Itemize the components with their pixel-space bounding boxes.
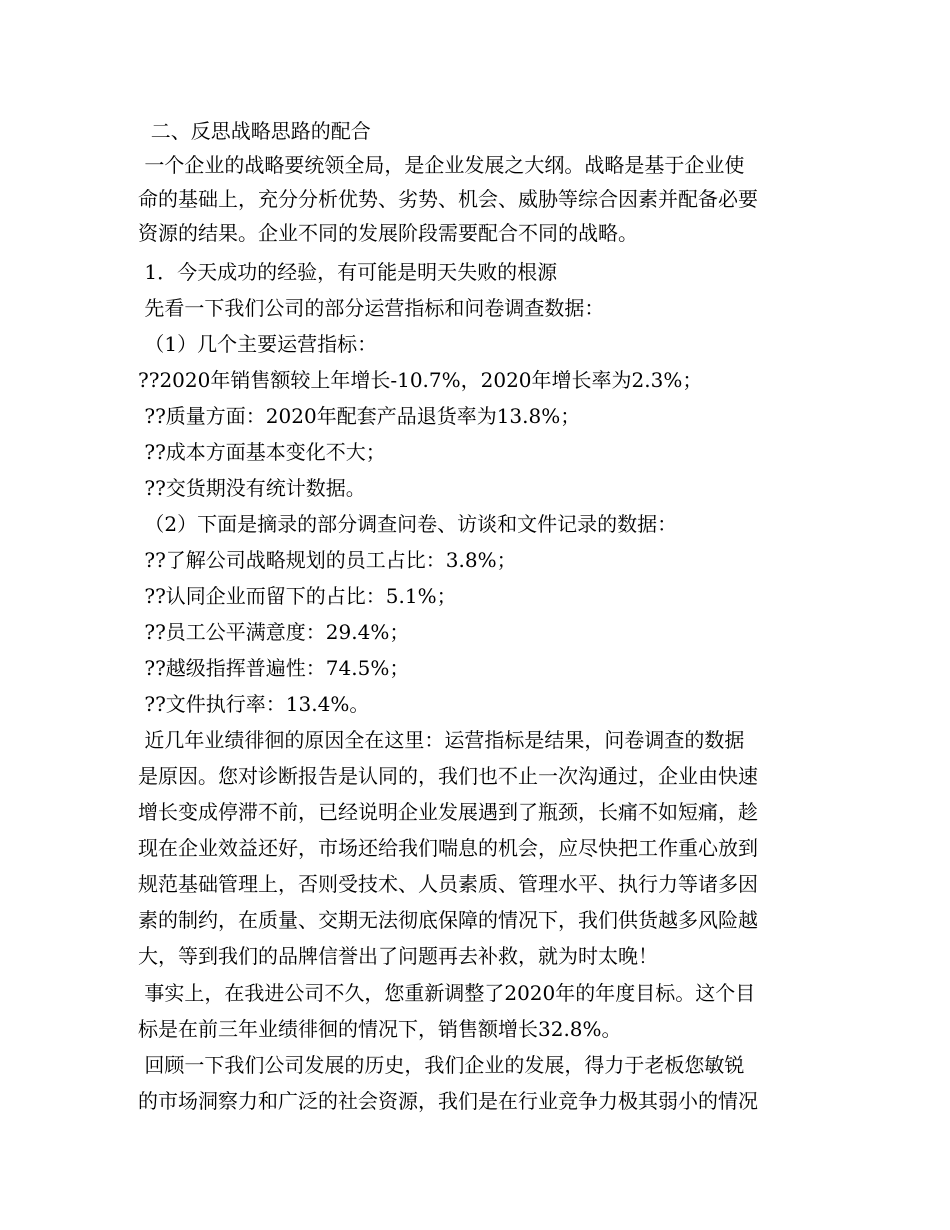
list-item: ??2020年销售额较上年增长-10.7%，2020年增长率为2.3%；: [138, 368, 703, 392]
list-item: ??文件执行率：13.4%。: [138, 692, 370, 716]
paragraph-line: 一个企业的战略要统领全局，是企业发展之大纲。战略是基于企业使: [138, 153, 745, 177]
list-heading: （2）下面是摘录的部分调查问卷、访谈和文件记录的数据：: [138, 512, 678, 536]
paragraph-line: 先看一下我们公司的部分运营指标和问卷调查数据：: [138, 296, 605, 320]
paragraph-line: 是原因。您对诊断报告是认同的，我们也不止一次沟通过，企业由快速: [138, 764, 758, 788]
paragraph-line: 规范基础管理上，否则受技术、人员素质、管理水平、执行力等诸多因: [138, 872, 758, 896]
list-item: ??越级指挥普遍性：74.5%；: [138, 656, 410, 680]
section-heading: 二、反思战略思路的配合: [138, 119, 371, 143]
paragraph-line: 回顾一下我们公司发展的历史，我们企业的发展，得力于老板您敏锐: [138, 1053, 745, 1077]
list-item: ??员工公平满意度：29.4%；: [138, 620, 410, 644]
paragraph-line: 近几年业绩徘徊的原因全在这里：运营指标是结果，问卷调查的数据: [138, 728, 745, 752]
list-item: ??认同企业而留下的占比：5.1%；: [138, 584, 457, 608]
paragraph-line: 资源的结果。企业不同的发展阶段需要配合不同的战略。: [138, 221, 638, 245]
paragraph-line: 命的基础上，充分分析优势、劣势、机会、威胁等综合因素并配备必要: [138, 187, 758, 211]
paragraph-line: 素的制约，在质量、交期无法彻底保障的情况下，我们供货越多风险越: [138, 908, 758, 932]
paragraph-line: 现在企业效益还好，市场还给我们喘息的机会，应尽快把工作重心放到: [138, 836, 758, 860]
list-heading: （1）几个主要运营指标：: [138, 332, 378, 356]
paragraph-line: 大，等到我们的品牌信誉出了问题再去补救，就为时太晚！: [138, 944, 658, 968]
paragraph-line: 的市场洞察力和广泛的社会资源，我们是在行业竞争力极其弱小的情况: [138, 1089, 758, 1113]
list-item: ??了解公司战略规划的员工占比：3.8%；: [138, 548, 517, 572]
list-item: ??交货期没有统计数据。: [138, 476, 366, 500]
list-item: ??成本方面基本变化不大；: [138, 440, 386, 464]
paragraph-line: 增长变成停滞不前，已经说明企业发展遇到了瓶颈，长痛不如短痛，趁: [138, 800, 758, 824]
paragraph-line: 事实上，在我进公司不久，您重新调整了2020年的年度目标。这个目: [138, 981, 756, 1005]
subheading: 1．今天成功的经验，有可能是明天失败的根源: [138, 260, 558, 284]
paragraph-line: 标是在前三年业绩徘徊的情况下，销售额增长32.8%。: [138, 1017, 622, 1041]
list-item: ??质量方面：2020年配套产品退货率为13.8%；: [138, 404, 581, 428]
